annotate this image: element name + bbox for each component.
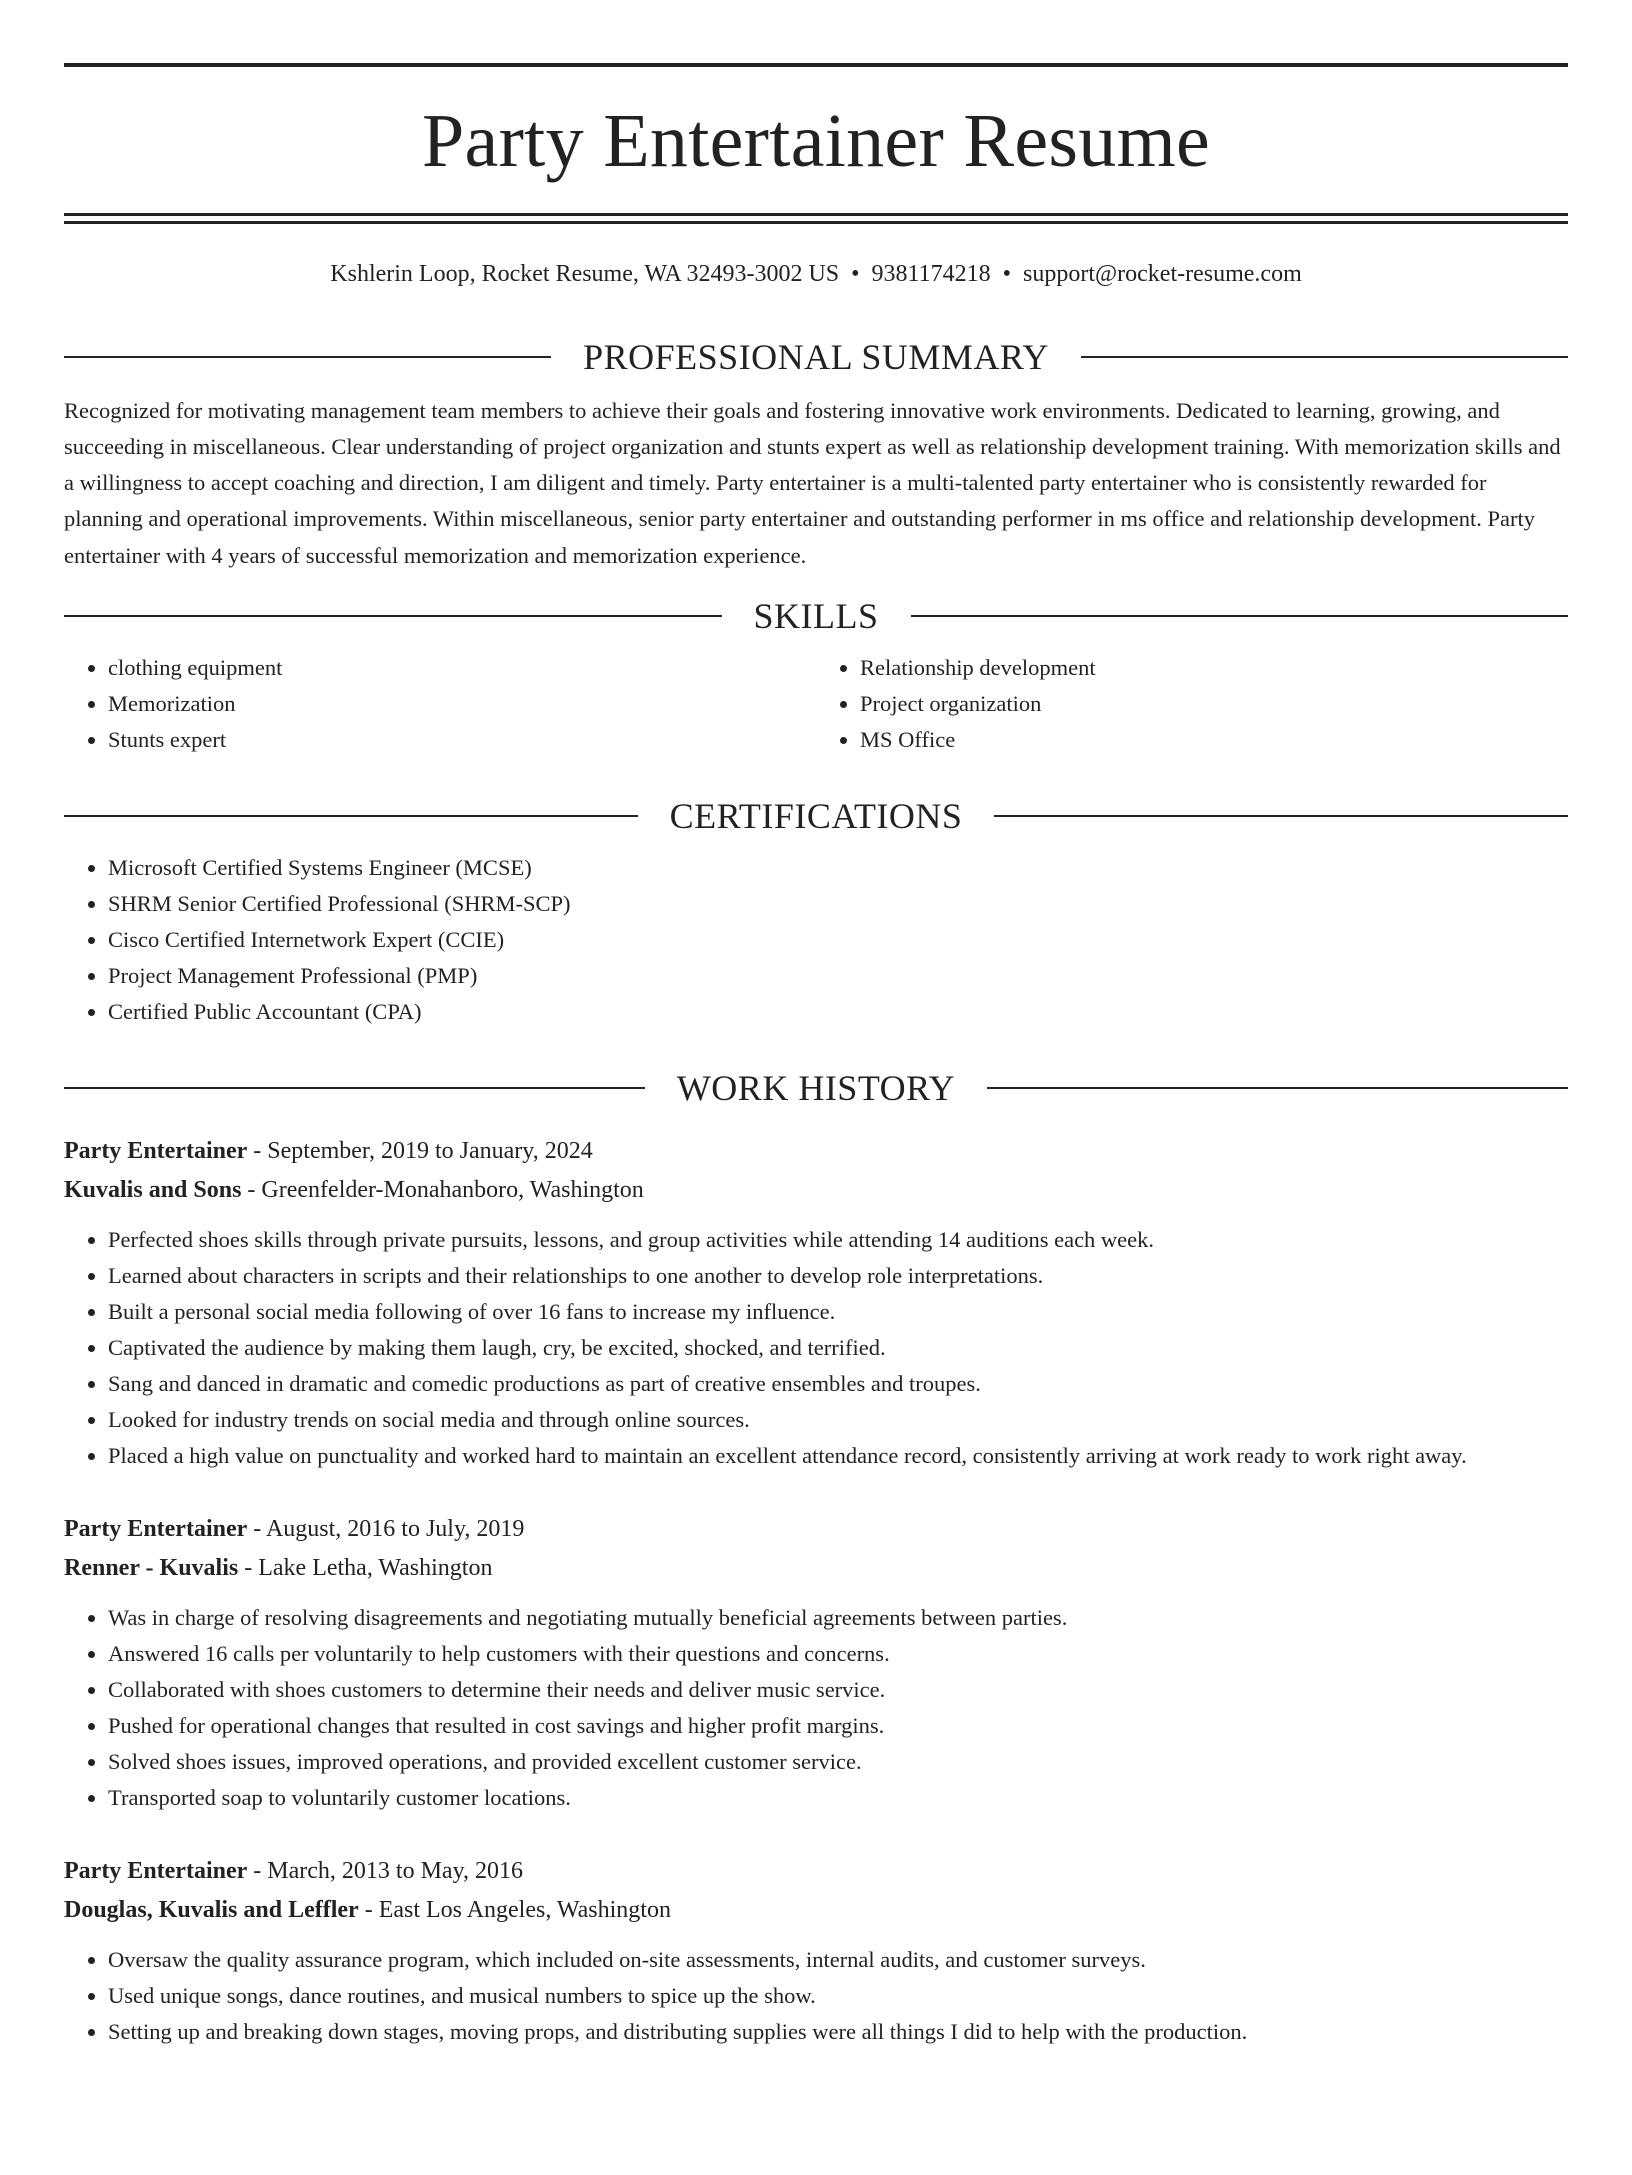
resume-page	[0, 63, 1632, 2175]
contact-separator: •	[1002, 261, 1012, 287]
job-role: Party Entertainer	[64, 1137, 248, 1164]
job-company: Douglas, Kuvalis and Leffler	[64, 1896, 359, 1923]
job-entry	[64, 1132, 1568, 1474]
skills-list-left	[64, 650, 816, 758]
contact-line	[64, 260, 1568, 289]
job-bullet: • Setting up and breaking down stages, moving props, and distributing supplies were all things I did to help with the production.	[108, 2014, 1568, 2050]
resume-title: Party Entertainer Resume	[421, 99, 1211, 183]
skills-grid	[64, 650, 1568, 758]
heading-rule	[64, 1087, 645, 1089]
heading-rule	[987, 1087, 1568, 1089]
job-bullet: • Solved shoes issues, improved operations, and provided excellent customer service.	[108, 1744, 1568, 1780]
skill-item: • clothing equipment	[108, 650, 816, 686]
contact-separator: •	[851, 261, 860, 287]
job-dates: - September, 2019 to January, 2024	[247, 1137, 593, 1164]
job-dates: - March, 2013 to May, 2016	[247, 1857, 524, 1884]
heading-rule	[64, 615, 722, 617]
heading-rule	[64, 356, 551, 358]
skill-item: • Stunts expert	[108, 722, 816, 758]
section-heading-certifications	[64, 795, 1568, 836]
section-title: CERTIFICATIONS	[669, 795, 963, 836]
job-company: Kuvalis and Sons	[64, 1176, 242, 1203]
job-bullet: • Pushed for operational changes that resulted in cost savings and higher profit margins.	[108, 1708, 1568, 1744]
job-bullet: • Built a personal social media following of over 16 fans to increase my influence.	[108, 1294, 1568, 1330]
job-title-line	[64, 1132, 1568, 1171]
job-role: Party Entertainer	[64, 1515, 248, 1542]
skills-list-right	[816, 650, 1568, 758]
certification-item: • Microsoft Certified Systems Engineer (MCSE)	[108, 850, 1568, 886]
job-entry	[64, 1510, 1568, 1816]
job-location: - Greenfelder-Monahanboro, Washington	[241, 1176, 644, 1203]
contact-address: Kshlerin Loop, Rocket Resume, WA 32493-3002 US	[330, 261, 840, 287]
job-title-line	[64, 1852, 1568, 1891]
job-location: - East Los Angeles, Washington	[358, 1896, 671, 1923]
job-bullet: • Learned about characters in scripts and their relationships to one another to develop role interpretations.	[108, 1258, 1568, 1294]
job-entry	[64, 1852, 1568, 2050]
job-title-line	[64, 1510, 1568, 1549]
job-bullet: • Answered 16 calls per voluntarily to help customers with their questions and concerns.	[108, 1636, 1568, 1672]
job-bullet: • Oversaw the quality assurance program, which included on-site assessments, internal audits, and customer surveys.	[108, 1942, 1568, 1978]
certification-item: • Certified Public Accountant (CPA)	[108, 994, 1568, 1030]
section-heading-skills	[64, 595, 1568, 636]
certification-item: • Project Management Professional (PMP)	[108, 958, 1568, 994]
section-title: WORK HISTORY	[676, 1067, 956, 1108]
title-double-rule	[64, 213, 1568, 224]
heading-rule	[994, 815, 1568, 817]
job-bullet: • Sang and danced in dramatic and comedic productions as part of creative ensembles and troupes.	[108, 1366, 1568, 1402]
job-company: Renner - Kuvalis	[64, 1554, 239, 1581]
job-company-line	[64, 1891, 1568, 1930]
job-bullet: • Collaborated with shoes customers to determine their needs and deliver music service.	[108, 1672, 1568, 1708]
heading-rule	[1081, 356, 1568, 358]
job-bullets	[64, 1222, 1568, 1474]
job-location: - Lake Letha, Washington	[238, 1554, 493, 1581]
job-bullet: • Placed a high value on punctuality and worked hard to maintain an excellent attendance record, consistently arriving at work ready to work right away.	[108, 1438, 1568, 1474]
certification-item: • SHRM Senior Certified Professional (SHRM-SCP)	[108, 886, 1568, 922]
job-bullet: • Was in charge of resolving disagreements and negotiating mutually beneficial agreements between parties.	[108, 1600, 1568, 1636]
job-company-line	[64, 1549, 1568, 1588]
skill-item: • Relationship development	[860, 650, 1568, 686]
job-bullet: • Transported soap to voluntarily customer locations.	[108, 1780, 1568, 1816]
job-bullet: • Looked for industry trends on social media and through online sources.	[108, 1402, 1568, 1438]
job-bullets	[64, 1942, 1568, 2050]
top-rule	[64, 63, 1568, 67]
contact-email: support@rocket-resume.com	[1023, 261, 1302, 287]
job-bullet: • Perfected shoes skills through private pursuits, lessons, and group activities while attending 14 auditions each week.	[108, 1222, 1568, 1258]
job-company-line	[64, 1171, 1568, 1210]
job-role: Party Entertainer	[64, 1857, 248, 1884]
section-heading-summary	[64, 336, 1568, 377]
skill-item: • Project organization	[860, 686, 1568, 722]
certifications-list	[64, 850, 1568, 1030]
contact-phone: 9381174218	[871, 261, 991, 287]
job-bullets	[64, 1600, 1568, 1816]
heading-rule	[64, 815, 638, 817]
heading-rule	[911, 615, 1569, 617]
skill-item: • MS Office	[860, 722, 1568, 758]
job-bullet: • Used unique songs, dance routines, and musical numbers to spice up the show.	[108, 1978, 1568, 2014]
certification-item: • Cisco Certified Internetwork Expert (CCIE)	[108, 922, 1568, 958]
job-dates: - August, 2016 to July, 2019	[247, 1515, 525, 1542]
section-title: SKILLS	[753, 595, 879, 636]
summary-paragraph: Recognized for motivating management team members to achieve their goals and fostering innovative work environments. Dedicated to learning, growing, and succeeding in miscellaneous. Clear understanding of project organization and stunts expert as well as relationship development training. With memorization skills and a willingness to accept coaching and direction, I am diligent and timely. Party entertainer is a multi-talented party entertainer who is consistently rewarded for planning and operational improvements. Within miscellaneous, senior party entertainer and outstanding performer in ms office and relationship development. Party entertainer with 4 years of successful memorization and memorization experience.	[64, 397, 1561, 568]
job-bullet: • Captivated the audience by making them laugh, cry, be excited, shocked, and terrified.	[108, 1330, 1568, 1366]
section-heading-work-history	[64, 1067, 1568, 1108]
section-title: PROFESSIONAL SUMMARY	[583, 336, 1049, 377]
skill-item: • Memorization	[108, 686, 816, 722]
